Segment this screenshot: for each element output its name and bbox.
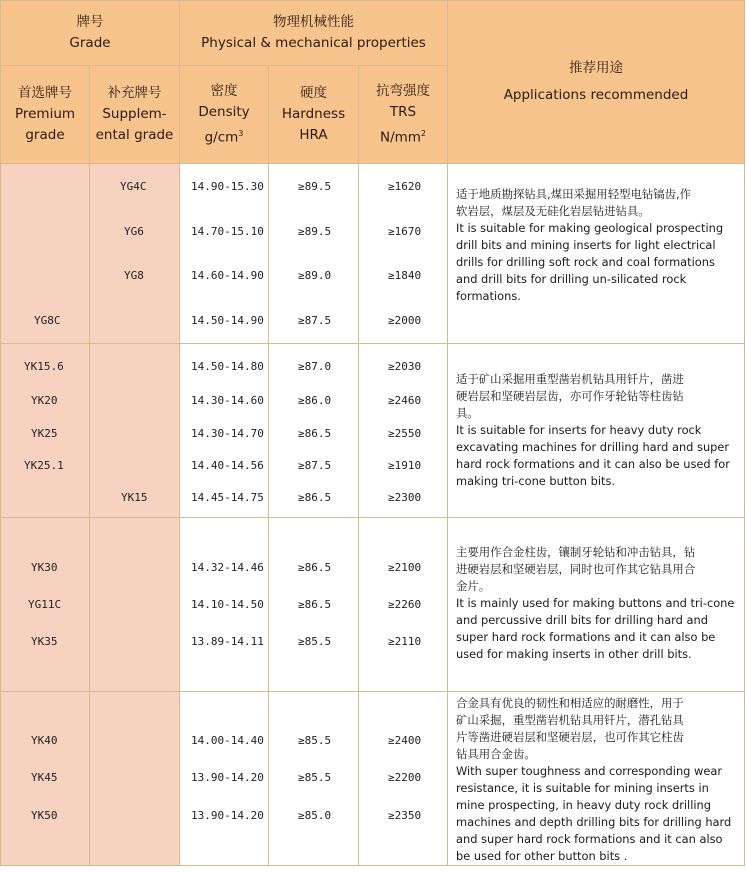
g4-app-line-7: mine prospecting, in heavy duty rock drilling [456,798,711,812]
g2-app-line-4: It is suitable for inserts for heavy duty rock [456,423,702,437]
g4-r1-trs: ≥2400 [388,734,422,747]
header-supplemental-cn: 补充牌号 [107,85,162,101]
header-grade-en: Grade [69,35,111,51]
g4-app-line-5: With super toughness and corresponding wear [456,764,723,778]
g2-r2-density: 14.30-14.60 [191,394,264,407]
header-density [180,66,269,164]
g2-r4-density: 14.40-14.56 [191,459,264,472]
g4-r2-premium: YK45 [31,771,58,784]
g3-r1-premium: YK30 [31,561,58,574]
density-unit-base: g/cm [204,129,239,146]
g4-app-line-3: 片等凿进硬岩层和坚硬岩层，也可作其它柱齿 [456,730,684,744]
g3-r3-premium: YK35 [31,635,58,648]
header-hardness-cn: 硬度 [300,85,327,101]
header-supplemental-en2: ental grade [95,127,174,143]
g4-r3-trs: ≥2350 [388,809,422,822]
g2-r4-trs: ≥1910 [388,459,422,472]
g3-r2-trs: ≥2260 [388,598,422,611]
header-physical-cn: 物理机械性能 [273,14,354,30]
g3-r3-trs: ≥2110 [388,635,422,648]
g3-applications [456,544,734,663]
header-density-unit [205,123,244,149]
g1-applications [456,186,723,305]
header-density-en: Density [198,103,250,120]
g4-r2-hardness: ≥85.5 [298,771,332,784]
g2-r3-hardness: ≥86.5 [298,427,332,440]
g1-r4-density: 14.50-14.90 [191,314,264,327]
header-applications-cn: 推荐用途 [569,60,623,76]
g2-r1-premium: YK15.6 [24,360,64,373]
header-density-cn: 密度 [210,82,238,99]
g2-applications [456,371,730,490]
g2-r1-trs: ≥2030 [388,360,422,373]
header-supplemental [90,66,180,164]
header-physical [180,0,448,66]
g2-r5-hardness: ≥86.5 [298,491,332,504]
g2-r5-trs: ≥2300 [388,491,422,504]
g3-app-line-7: used for making inserts in other drill bits. [456,647,692,661]
g1-r4-premium: YG8C [34,314,61,327]
g1-r2-trs: ≥1670 [388,225,422,238]
g1-r2-supplemental: YG6 [124,225,144,238]
header-supplemental-en1: Supplem- [102,106,167,122]
g4-r1-premium: YK40 [31,734,58,747]
g2-app-line-5: excavating machines for drilling hard and super [456,440,730,454]
g1-r1-density: 14.90-15.30 [191,180,264,193]
g4-app-line-4: 钻具用合金齿。 [456,747,536,761]
g1-app-line-3: It is suitable for making geological prospecting [456,221,724,235]
g3-r3-hardness: ≥85.5 [298,635,332,648]
header-premium-cn: 首选牌号 [18,85,72,101]
g2-app-line-7: making tri-cone button bits. [456,474,616,488]
g4-app-line-1: 合金具有优良的韧性和相适应的耐磨性，用于 [456,696,684,710]
g2-r4-premium: YK25.1 [24,459,64,472]
g2-r2-premium: YK20 [31,394,58,407]
g3-r1-trs: ≥2100 [388,561,422,574]
header-applications-en: Applications recommended [503,87,689,103]
g2-r4-hardness: ≥87.5 [298,459,332,472]
g1-app-line-7: formations. [456,289,521,303]
g3-r1-hardness: ≥86.5 [298,561,332,574]
header-premium-en2: grade [25,127,65,143]
trs-unit-sup: 2 [420,128,427,138]
g2-r1-hardness: ≥87.0 [298,360,332,373]
g1-app-line-6: and drill bits for drilling un-silicated rock [456,272,687,286]
g3-app-line-6: super hard rock formations and it can also be [456,630,716,644]
g2-r2-hardness: ≥86.0 [298,394,332,407]
g3-r3-density: 13.89-14.11 [191,635,264,648]
header-physical-en: Physical & mechanical properties [201,35,426,51]
header-hardness-en: Hardness [281,106,346,122]
header-premium-en1: Premium [14,106,76,122]
g4-r3-density: 13.90-14.20 [191,809,264,822]
g1-app-line-4: drill bits and mining inserts for light electrical [456,238,716,252]
g2-r2-trs: ≥2460 [388,394,422,407]
header-trs-en: TRS [389,103,417,120]
g2-app-line-6: hard rock formations and it can also be used for [456,457,730,471]
g1-r3-density: 14.60-14.90 [191,269,264,282]
g1-r1-hardness: ≥89.5 [298,180,332,193]
g4-app-line-9: and super hard rock formations and it can also [456,832,723,846]
g4-r3-premium: YK50 [31,809,58,822]
g2-r3-trs: ≥2550 [388,427,422,440]
group-4-supplemental-col [90,692,180,866]
g1-r2-hardness: ≥89.5 [298,225,332,238]
trs-unit-base: N/mm [379,129,421,146]
g4-r1-density: 14.00-14.40 [191,734,264,747]
header-grade [0,0,180,66]
g4-r3-hardness: ≥85.0 [298,809,332,822]
g2-r5-density: 14.45-14.75 [191,491,264,504]
g2-r1-density: 14.50-14.80 [191,360,264,373]
g1-r1-supplemental: YG4C [120,180,147,193]
g2-app-line-1: 适于矿山采掘用重型凿岩机钻具用钎片，凿进 [456,372,684,386]
g1-r1-trs: ≥1620 [388,180,422,193]
g2-r5-supplemental: YK15 [121,491,148,504]
g2-r3-premium: YK25 [31,427,58,440]
header-hardness-unit: HRA [299,127,328,143]
header-applications [448,0,745,164]
g3-r2-hardness: ≥86.5 [298,598,332,611]
density-unit-sup: 3 [238,128,244,138]
group-3-supplemental-col [90,518,180,692]
g3-app-line-5: and percussive drill bits for drilling hard and [456,613,708,627]
g3-app-line-1: 主要用作合金柱齿，镶制牙轮钻和冲击钻具，钻 [456,545,696,559]
g1-app-line-2: 软岩层，煤层及无硅化岩层钻进钻具。 [456,204,650,218]
g1-r3-hardness: ≥89.0 [298,269,332,282]
g3-r1-density: 14.32-14.46 [191,561,264,574]
g4-r2-density: 13.90-14.20 [191,771,264,784]
header-premium [0,66,90,164]
g4-r1-hardness: ≥85.5 [298,734,332,747]
header-grade-cn: 牌号 [76,14,104,30]
g2-r3-density: 14.30-14.70 [191,427,264,440]
g3-app-line-2: 进硬岩层和坚硬岩层，同时也可作其它钻具用合 [456,562,696,576]
g3-app-line-4: It is mainly used for making buttons and tri-cone [456,596,735,610]
g4-app-line-2: 矿山采掘，重型凿岩机钻具用钎片，潜孔钻具 [456,713,684,727]
g1-r3-supplemental: YG8 [124,269,144,282]
header-trs [359,66,448,164]
g1-r4-trs: ≥2000 [388,314,422,327]
header-trs-cn: 抗弯强度 [376,82,430,99]
g3-r2-premium: YG11C [28,598,62,611]
g3-r2-density: 14.10-14.50 [191,598,264,611]
g1-r3-trs: ≥1840 [388,269,422,282]
g2-app-line-2: 硬岩层和坚硬岩层齿，亦可作牙轮钻等柱齿钻 [456,389,684,403]
g4-app-line-6: resistance, it is suitable for mining inserts in [456,781,709,795]
g3-app-line-3: 金片。 [456,579,491,593]
g1-app-line-1: 适于地质勘探钻具,煤田采掘用轻型电钻镐齿,作 [456,187,692,201]
g4-app-line-10: be used for other button bits . [456,849,628,863]
g2-app-line-3: 具。 [456,406,479,420]
g1-r4-hardness: ≥87.5 [298,314,332,327]
header-hardness [269,66,359,164]
g4-app-line-8: machines and depth drilling bits for drilling hard [456,815,732,829]
g4-applications [456,695,731,865]
header-trs-unit [380,123,426,149]
g4-r2-trs: ≥2200 [388,771,422,784]
g1-r2-density: 14.70-15.10 [191,225,264,238]
g1-app-line-5: drills for drilling soft rock and coal formations [456,255,715,269]
